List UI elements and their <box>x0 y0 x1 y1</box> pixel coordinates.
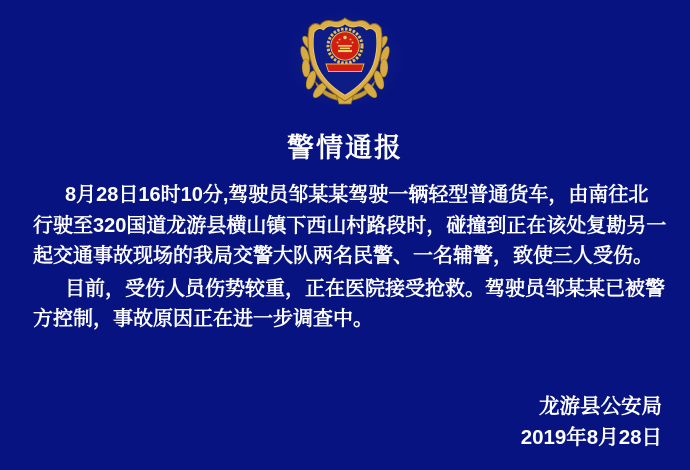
issuer-name: 龙游县公安局 <box>539 395 662 418</box>
notice-line: 起交通事故现场的我局交警大队两名民警、一名辅警，致使三人受伤。 <box>33 245 653 267</box>
police-badge <box>285 10 405 110</box>
notice-line: 8月28日16时10分,驾驶员邹某某驾驶一辆轻型普通货车，由南往北 <box>65 184 649 206</box>
notice-body <box>33 180 667 337</box>
notice-line: 方控制，事故原因正在进一步调查中。 <box>33 308 373 330</box>
signature-block <box>521 391 662 453</box>
notice-line: 行驶至320国道龙游县横山镇下西山村路段时，碰撞到正在该处复勘另一 <box>33 214 667 237</box>
paragraph-1 <box>33 180 667 272</box>
police-badge-icon <box>295 13 395 107</box>
notice-date: 2019年8月28日 <box>520 426 662 449</box>
notice-line: 目前，受伤人员伤势较重，正在医院接受抢救。驾驶员邹某某已被警 <box>65 277 665 300</box>
paragraph-2 <box>33 274 665 335</box>
notice-title: 警情通报 <box>287 133 403 163</box>
